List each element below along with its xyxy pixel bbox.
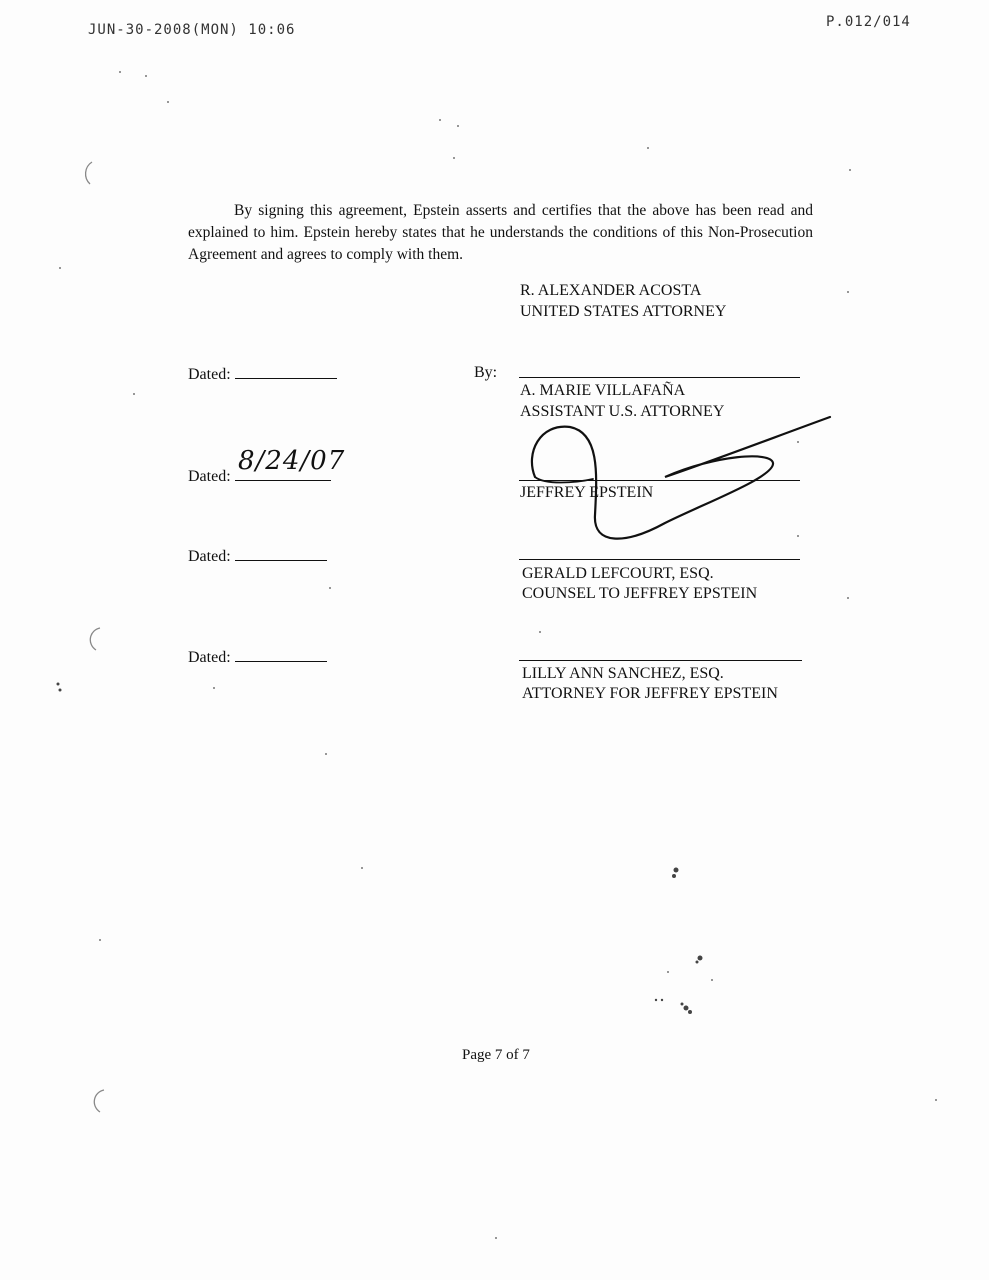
- us-attorney-name: R. ALEXANDER ACOSTA: [520, 282, 702, 299]
- signer-title-villafana: ASSISTANT U.S. ATTORNEY: [520, 403, 725, 420]
- dated-label: Dated:: [188, 649, 231, 666]
- signer-name-epstein: JEFFREY EPSTEIN: [520, 484, 654, 501]
- us-attorney-title: UNITED STATES ATTORNEY: [520, 303, 727, 320]
- signer-name-lefcourt: GERALD LEFCOURT, ESQ.: [522, 565, 714, 582]
- fax-header-page-number: P.012/014: [826, 14, 911, 30]
- by-label: By:: [474, 364, 498, 381]
- dated-label: Dated:: [188, 468, 231, 485]
- signer-title-sanchez: ATTORNEY FOR JEFFREY EPSTEIN: [522, 685, 778, 702]
- signer-name-villafana: A. MARIE VILLAFAÑA: [520, 382, 686, 399]
- signer-title-lefcourt: COUNSEL TO JEFFREY EPSTEIN: [522, 585, 758, 602]
- page-footer: Page 7 of 7: [462, 1047, 530, 1063]
- handwritten-date: 8/24/07: [238, 446, 346, 476]
- certification-paragraph: By signing this agreement, Epstein asserts and certifies that the above has been read and explained to him. Epstein hereby states that he understands the conditions of this Non-Prosecution Agreement and agrees to comply with them.: [188, 202, 813, 263]
- signer-name-sanchez: LILLY ANN SANCHEZ, ESQ.: [522, 665, 724, 682]
- fax-header-timestamp: JUN-30-2008(MON) 10:06: [88, 22, 296, 38]
- dated-label: Dated:: [188, 366, 231, 383]
- dated-label: Dated:: [188, 548, 231, 565]
